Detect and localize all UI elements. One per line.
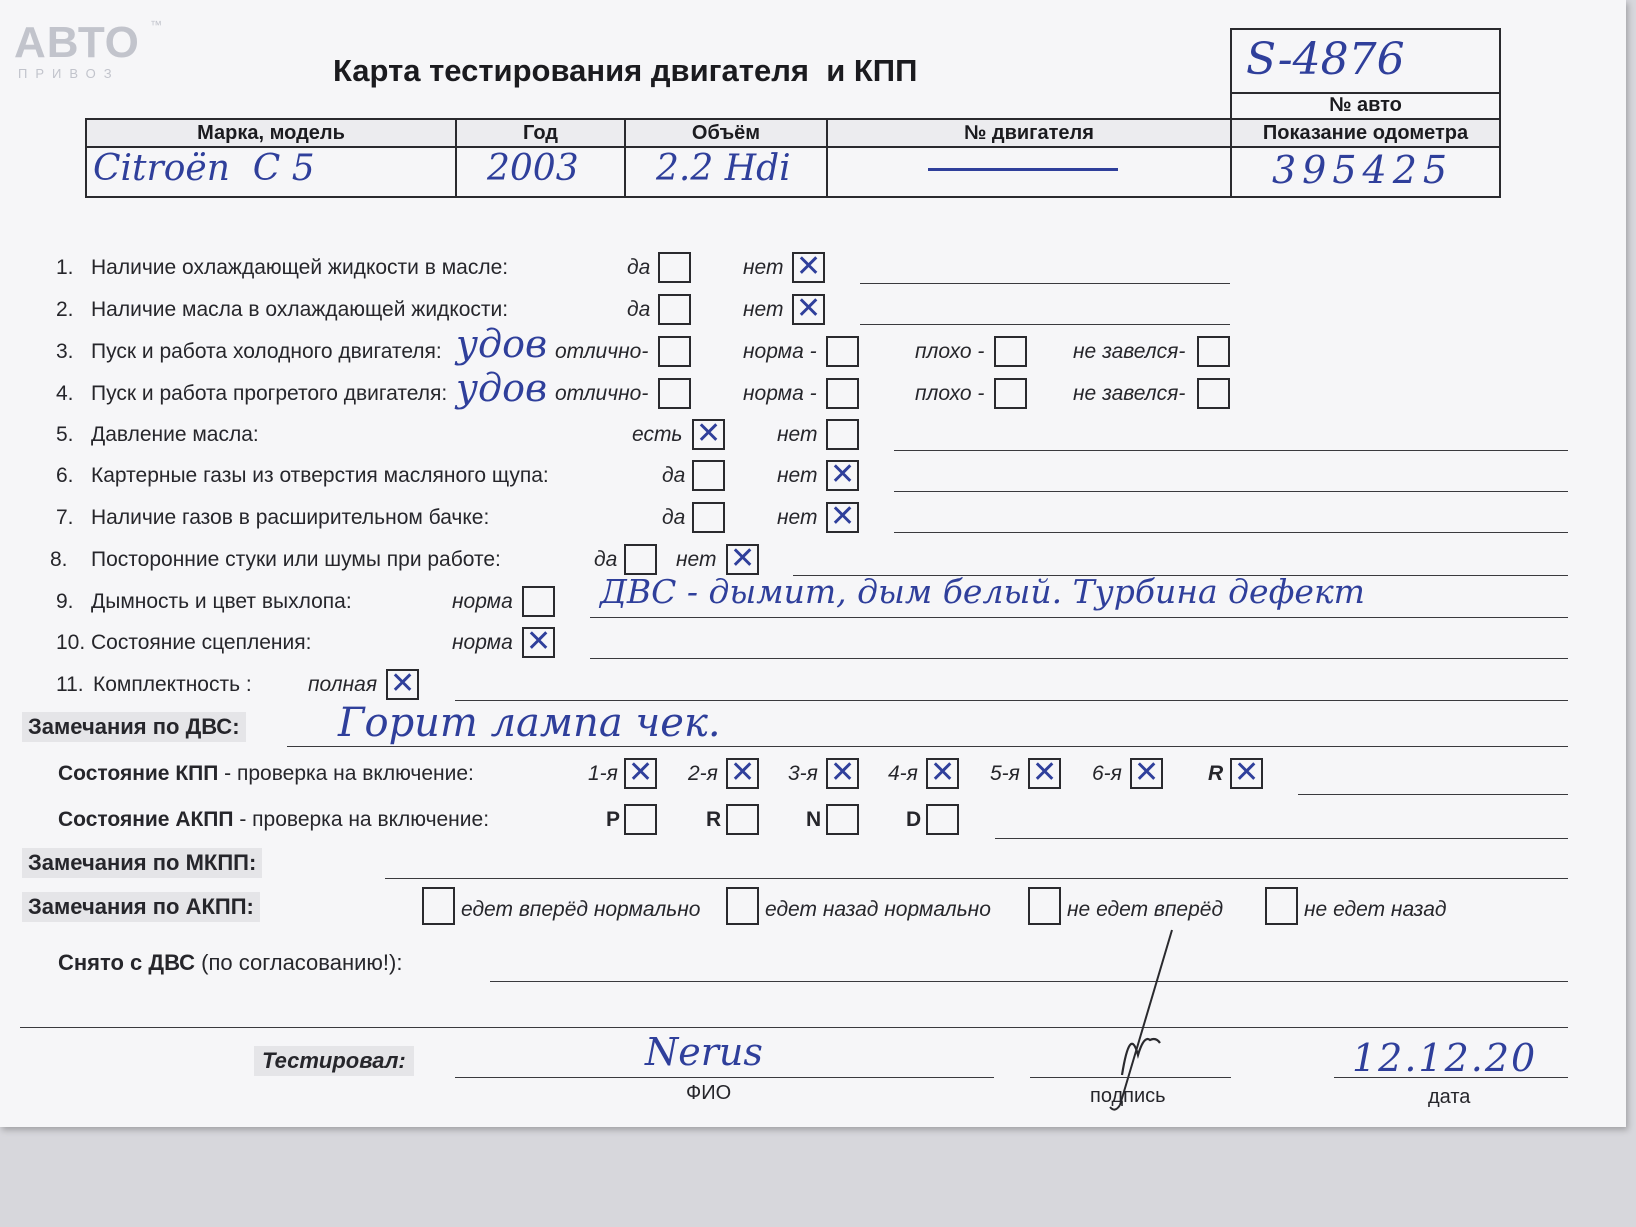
checkbox-checked[interactable]: [386, 669, 419, 700]
fio-caption: ФИО: [686, 1082, 732, 1104]
akpp-d-checkbox[interactable]: [926, 804, 959, 835]
tested-label: Тестировал:: [254, 1046, 414, 1076]
logo-main: АВТО: [14, 18, 140, 67]
col-year: Год: [457, 120, 626, 146]
akpp-forward-ok-checkbox[interactable]: [422, 887, 455, 925]
gear-1-checkbox[interactable]: [624, 758, 657, 789]
checkbox-checked[interactable]: [522, 627, 555, 658]
gear-4-checkbox[interactable]: [926, 758, 959, 789]
auto-number-value: S-4876: [1246, 34, 1405, 85]
checkbox[interactable]: [692, 460, 725, 491]
checkbox[interactable]: [1197, 378, 1230, 409]
akpp-remarks-label: Замечания по АКПП:: [22, 892, 260, 922]
checkbox[interactable]: [994, 336, 1027, 367]
akpp-label: Состояние АКПП - проверка на включение:: [58, 808, 490, 831]
volume-value: 2.2 Hdi: [656, 148, 791, 189]
checkbox-checked[interactable]: [826, 460, 859, 491]
checkbox[interactable]: [624, 544, 657, 575]
date-caption: дата: [1428, 1086, 1471, 1108]
checkbox[interactable]: [826, 419, 859, 450]
engine-no-dash: [928, 168, 1118, 171]
checkbox[interactable]: [522, 586, 555, 617]
mkpp-remarks-label: Замечания по МКПП:: [22, 848, 262, 878]
gear-3-checkbox[interactable]: [826, 758, 859, 789]
checkbox[interactable]: [658, 336, 691, 367]
gear-5-checkbox[interactable]: [1028, 758, 1061, 789]
year-value: 2003: [487, 148, 579, 189]
checkbox[interactable]: [692, 502, 725, 533]
page-title: Карта тестирования двигателя и КПП: [333, 53, 918, 88]
checkbox[interactable]: [658, 294, 691, 325]
vehicle-table: [85, 118, 1501, 198]
checkbox[interactable]: [826, 378, 859, 409]
akpp-r-checkbox[interactable]: [726, 804, 759, 835]
akpp-no-back-checkbox[interactable]: [1265, 887, 1298, 925]
dvs-remarks-label: Замечания по ДВС:: [22, 712, 246, 742]
auto-number-box: [1230, 28, 1501, 120]
col-odometer: Показание одометра: [1232, 120, 1499, 146]
checkbox[interactable]: [1197, 336, 1230, 367]
checkbox[interactable]: [658, 378, 691, 409]
auto-number-label: № авто: [1329, 94, 1402, 116]
checkbox-checked[interactable]: [792, 252, 825, 283]
col-engine-no: № двигателя: [828, 120, 1232, 146]
akpp-n-checkbox[interactable]: [826, 804, 859, 835]
checkbox[interactable]: [994, 378, 1027, 409]
col-volume: Объём: [626, 120, 828, 146]
checkbox-checked[interactable]: [826, 502, 859, 533]
test-date: 12.12.20: [1352, 1036, 1538, 1080]
gear-2-checkbox[interactable]: [726, 758, 759, 789]
item-text: Наличие охлаждающей жидкости в масле:: [91, 256, 509, 279]
odometer-value: 395425: [1272, 148, 1454, 192]
checkbox[interactable]: [826, 336, 859, 367]
handwritten-note: удов: [456, 366, 548, 410]
akpp-no-forward-checkbox[interactable]: [1028, 887, 1061, 925]
logo-sub: ПРИВОЗ: [18, 66, 120, 81]
gear-r-checkbox[interactable]: [1230, 758, 1263, 789]
akpp-back-ok-checkbox[interactable]: [726, 887, 759, 925]
tester-name: Nerus: [645, 1030, 763, 1074]
signature-caption: подпись: [1090, 1085, 1166, 1107]
dvs-remarks-note: Горит лампа чек.: [338, 700, 721, 746]
test-card: АВТО ™ ПРИВОЗ Карта тестирования двигателя и КПП S-4876 № авто Марка, модель Год Объём № двигателя Показание одометра Citroën C 5 2003 2.2 Hdi 395425 1. Наличие охлаждающей жидкости в масле: да нет ✕ 2. Наличие масла в охлаждающей жидкости: да нет ✕ 3. Пуск и работа холодного двигателя: удов отлично- норма - плохо - не завелся- 4. Пуск и работа прогретого двигателя: удов отлично- норма - плохо - не завелся- 5. Давление масла: есть ✕ нет 6. Картерные газы из отверстия масляного щупа: да нет ✕ 7. Наличие газов в расширительном бачке: да нет ✕ 8. Посторонние стуки или шумы при работе: да нет ✕ 9. Дымность и цвет выхлопа: норма ДВС - дымит, дым белый. Турбина дефект 10. Состояние сцепления: норма ✕ 11. Комплектность : полная ✕ Замечания по ДВС: Горит лампа чек. Состояние КПП - проверка на включение: 1-я ✕ 2-я ✕ 3-я ✕ 4-я ✕ 5-я ✕ 6-я ✕ R ✕ Состояние АКПП - проверка на включение: P R N D Замечания по МКПП: Замечания по АКПП: едет вперёд нормально едет назад нормально не едет вперёд не едет назад Снято с ДВС (по согласованию!): Тестировал: Nerus ФИО подпись 12.12.20 дата: [0, 0, 1626, 1127]
checkbox-checked[interactable]: [692, 419, 725, 450]
col-brand: Марка, модель: [87, 120, 457, 146]
exhaust-note: ДВС - дымит, дым белый. Турбина дефект: [600, 572, 1365, 611]
logo: [14, 18, 162, 82]
item-num: 1.: [56, 256, 74, 279]
checkbox-checked[interactable]: [726, 544, 759, 575]
removed-label: Снято с ДВС (по согласованию!):: [58, 950, 403, 975]
kpp-label: Состояние КПП - проверка на включение:: [58, 762, 474, 785]
gear-6-checkbox[interactable]: [1130, 758, 1163, 789]
checkbox-checked[interactable]: [792, 294, 825, 325]
akpp-p-checkbox[interactable]: [624, 804, 657, 835]
logo-tm: ™: [150, 18, 162, 32]
handwritten-note: удов: [456, 322, 548, 366]
checkbox[interactable]: [658, 252, 691, 283]
brand-value: Citroën C 5: [93, 148, 315, 189]
